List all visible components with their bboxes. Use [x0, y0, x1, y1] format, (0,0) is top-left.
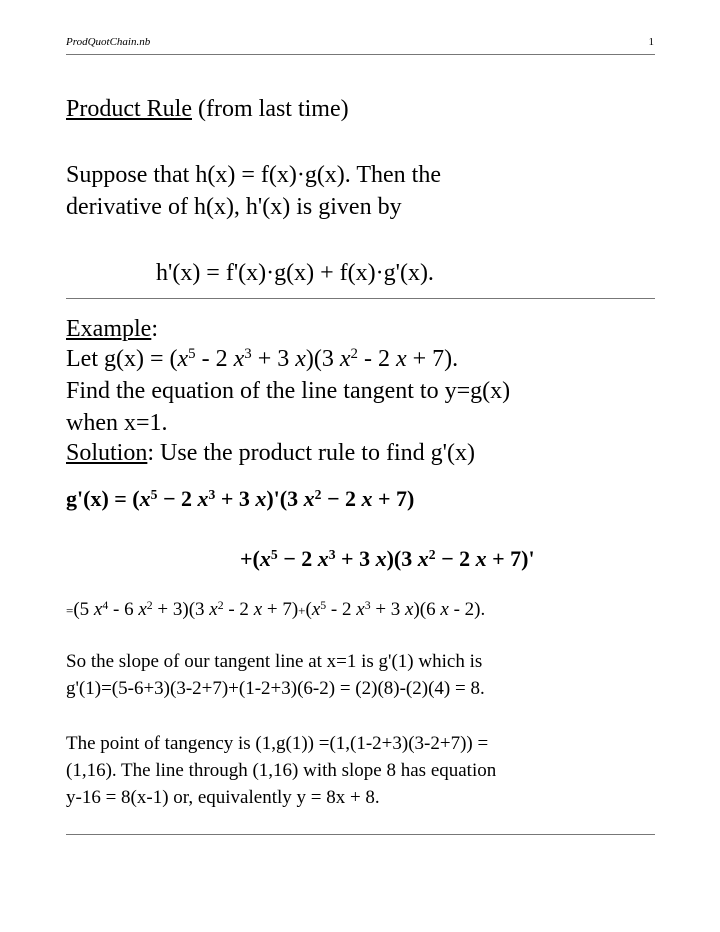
solution-line: [66, 439, 475, 467]
slope-line-2: g'(1)=(5-6+3)(3-2+7)+(1-2+3)(6-2) = (2)(8)-(2)(4) = 8.: [66, 678, 485, 699]
solution-text: : Use the product rule to find g'(x): [147, 440, 475, 466]
example-task-line-1: Find the equation of the line tangent to y=g(x): [66, 378, 511, 404]
slope-line-1: So the slope of our tangent line at x=1 is g'(1) which is: [66, 651, 483, 672]
example-heading: [66, 315, 158, 343]
solution-label: Solution: [66, 440, 148, 466]
plus-sign: +: [298, 603, 306, 618]
product-rule-title: Product Rule: [66, 96, 192, 122]
section-divider: [66, 298, 655, 299]
product-rule-formula: h'(x) = f'(x)·g(x) + f(x)·g'(x).: [156, 260, 434, 286]
example-label-suffix: :: [151, 316, 158, 342]
product-rule-heading: [66, 95, 349, 123]
header-divider: [66, 54, 655, 55]
equals-sign: =: [66, 603, 74, 618]
example-label: Example: [66, 316, 152, 342]
product-rule-line-1: Suppose that h(x) = f(x)·g(x). Then the: [66, 162, 441, 188]
page-number: 1: [648, 36, 654, 48]
product-rule-title-suffix: (from last time): [192, 96, 349, 122]
product-rule-line-2: derivative of h(x), h'(x) is given by: [66, 194, 402, 220]
derivative-line-1: $g'(x) = (x^5 - 2$ $x^3 + 3$ x)'(3 $x^2 - 2$ x + 7): [66, 486, 415, 511]
example-function: Let $g(x) = (x^5 - 2$ $x^3 + 3$ x)(3 $x^2 - 2$ x + 7).: [66, 345, 459, 372]
header-filename: ProdQuotChain.nb: [66, 36, 151, 48]
example-task-line-2: when x=1.: [66, 410, 168, 436]
derivative-expanded: =(5 $x^4 - 6$ $x^2 + 3)(3$ $x^2 - 2$ $x + 7)+(x^5 - 2$ $x^3 + 3$ x)(6 x - 2).: [66, 598, 486, 620]
derivative-line-2: $+(x^5 - 2$ $x^3 + 3$ x)(3 $x^2 - 2$ x + 7)': [240, 546, 535, 571]
tangent-line-3: y-16 = 8(x-1) or, equivalently y = 8x + 8.: [66, 787, 380, 808]
tangent-line-2: (1,16). The line through (1,16) with slope 8 has equation: [66, 760, 497, 781]
tangent-line-1: The point of tangency is (1,g(1)) =(1,(1-2+3)(3-2+7)) =: [66, 733, 489, 754]
example-let-prefix: Let g(x) = (: [66, 346, 178, 372]
footer-divider: [66, 834, 655, 835]
